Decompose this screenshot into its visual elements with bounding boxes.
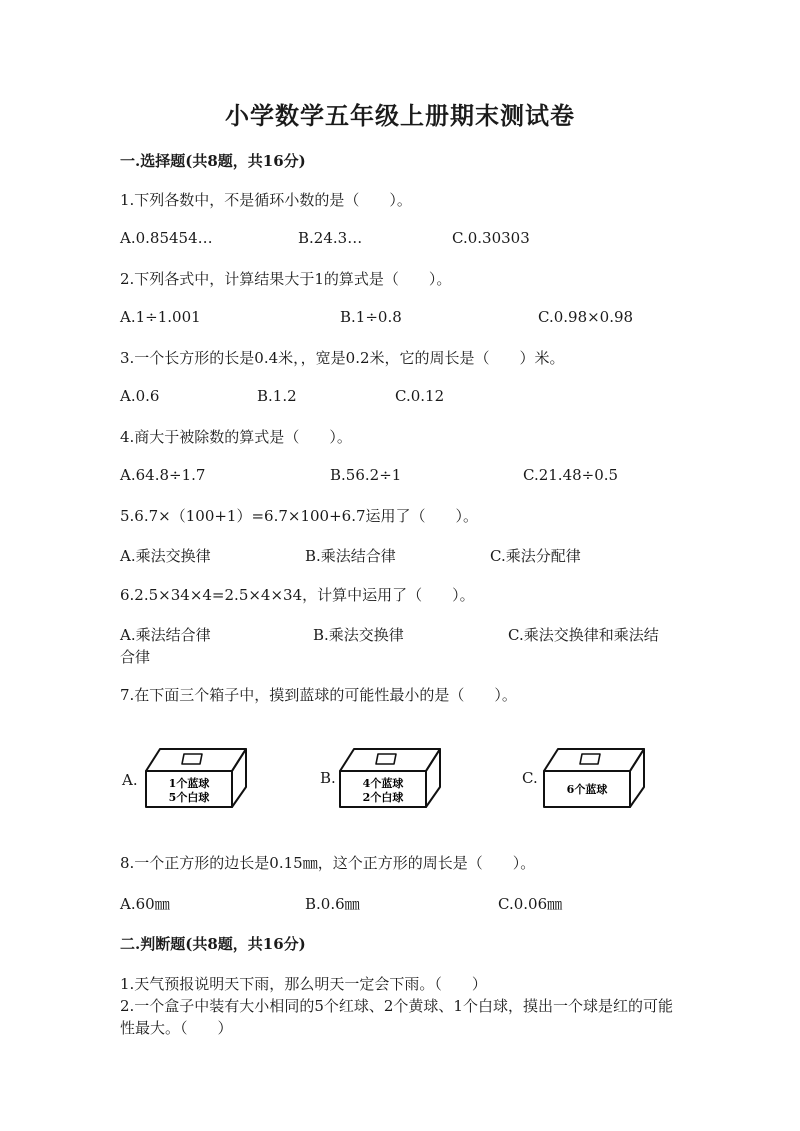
question-4-option-b: B.56.2÷1: [330, 466, 402, 484]
box-c-label: C.: [522, 769, 538, 787]
question-4-stem: 4.商大于被除数的算式是（ ）。: [120, 428, 352, 446]
question-3-stem: 3.一个长方形的长是0.4米，，宽是0.2米，它的周长是（ ）米。: [120, 349, 565, 367]
question-5-option-c: C.乘法分配律: [490, 547, 581, 565]
question-1-option-c: C.0.30303: [452, 229, 530, 247]
box-a-label: A.: [122, 771, 138, 789]
question-3-option-a: A.0.6: [120, 387, 160, 405]
box-b-drawing: [334, 745, 446, 811]
box-a-line-1: 1个蓝球: [168, 777, 210, 790]
box-a-line-2: 5个白球: [168, 791, 210, 804]
question-6-option-c-wrap: 合律: [120, 648, 151, 666]
question-6-option-c: C.乘法交换律和乘法结: [508, 626, 659, 644]
question-4-option-a: A.64.8÷1.7: [120, 466, 206, 484]
question-6-option-b: B.乘法交换律: [313, 626, 404, 644]
judgement-question-2: 2.一个盒子中装有大小相同的5个红球、2个黄球、1个白球，摸出一个球是红的可能性最大。（ ）: [120, 997, 673, 1037]
question-1-option-a: A.0.85454…: [120, 229, 213, 247]
box-c-line-1: 6个蓝球: [566, 783, 608, 796]
question-4-option-c: C.21.48÷0.5: [523, 466, 619, 484]
question-2-option-c: C.0.98×0.98: [538, 308, 634, 326]
question-3-option-b: B.1.2: [257, 387, 297, 405]
box-b-label: B.: [320, 769, 336, 787]
question-5-option-a: A.乘法交换律: [120, 547, 211, 565]
question-8-option-a: A.60㎜: [120, 895, 170, 913]
question-1-option-b: B.24.3…: [298, 229, 363, 247]
question-2-stem: 2.下列各式中，计算结果大于1的算式是（ ）。: [120, 270, 452, 288]
question-1-stem: 1.下列各数中，不是循环小数的是（ ）。: [120, 191, 412, 209]
question-2-option-a: A.1÷1.001: [120, 308, 201, 326]
box-b-line-2: 2个白球: [362, 791, 404, 804]
question-8-option-b: B.0.6㎜: [305, 895, 360, 913]
question-7-stem: 7.在下面三个箱子中，摸到蓝球的可能性最小的是（ ）。: [120, 686, 517, 704]
section-heading-choice: 一.选择题(共8题，共16分): [120, 152, 306, 170]
question-6-stem: 6.2.5×34×4=2.5×4×34，计算中运用了（ ）。: [120, 586, 475, 604]
judgement-question-1: 1.天气预报说明天下雨，那么明天一定会下雨。（ ）: [120, 975, 487, 993]
question-8-option-c: C.0.06㎜: [498, 895, 563, 913]
question-5-option-b: B.乘法结合律: [305, 547, 396, 565]
question-3-option-c: C.0.12: [395, 387, 445, 405]
box-c-drawing: [538, 745, 650, 811]
section-heading-judgement: 二.判断题(共8题，共16分): [120, 935, 306, 953]
question-2-option-b: B.1÷0.8: [340, 308, 402, 326]
question-8-stem: 8.一个正方形的边长是0.15㎜，这个正方形的周长是（ ）。: [120, 854, 536, 872]
question-5-stem: 5.6.7×（100+1）=6.7×100+6.7运用了（ ）。: [120, 507, 479, 525]
box-b-line-1: 4个蓝球: [362, 777, 404, 790]
question-6-option-a: A.乘法结合律: [120, 626, 211, 644]
box-a-drawing: [140, 745, 252, 811]
page-title: 小学数学五年级上册期末测试卷: [225, 101, 575, 130]
